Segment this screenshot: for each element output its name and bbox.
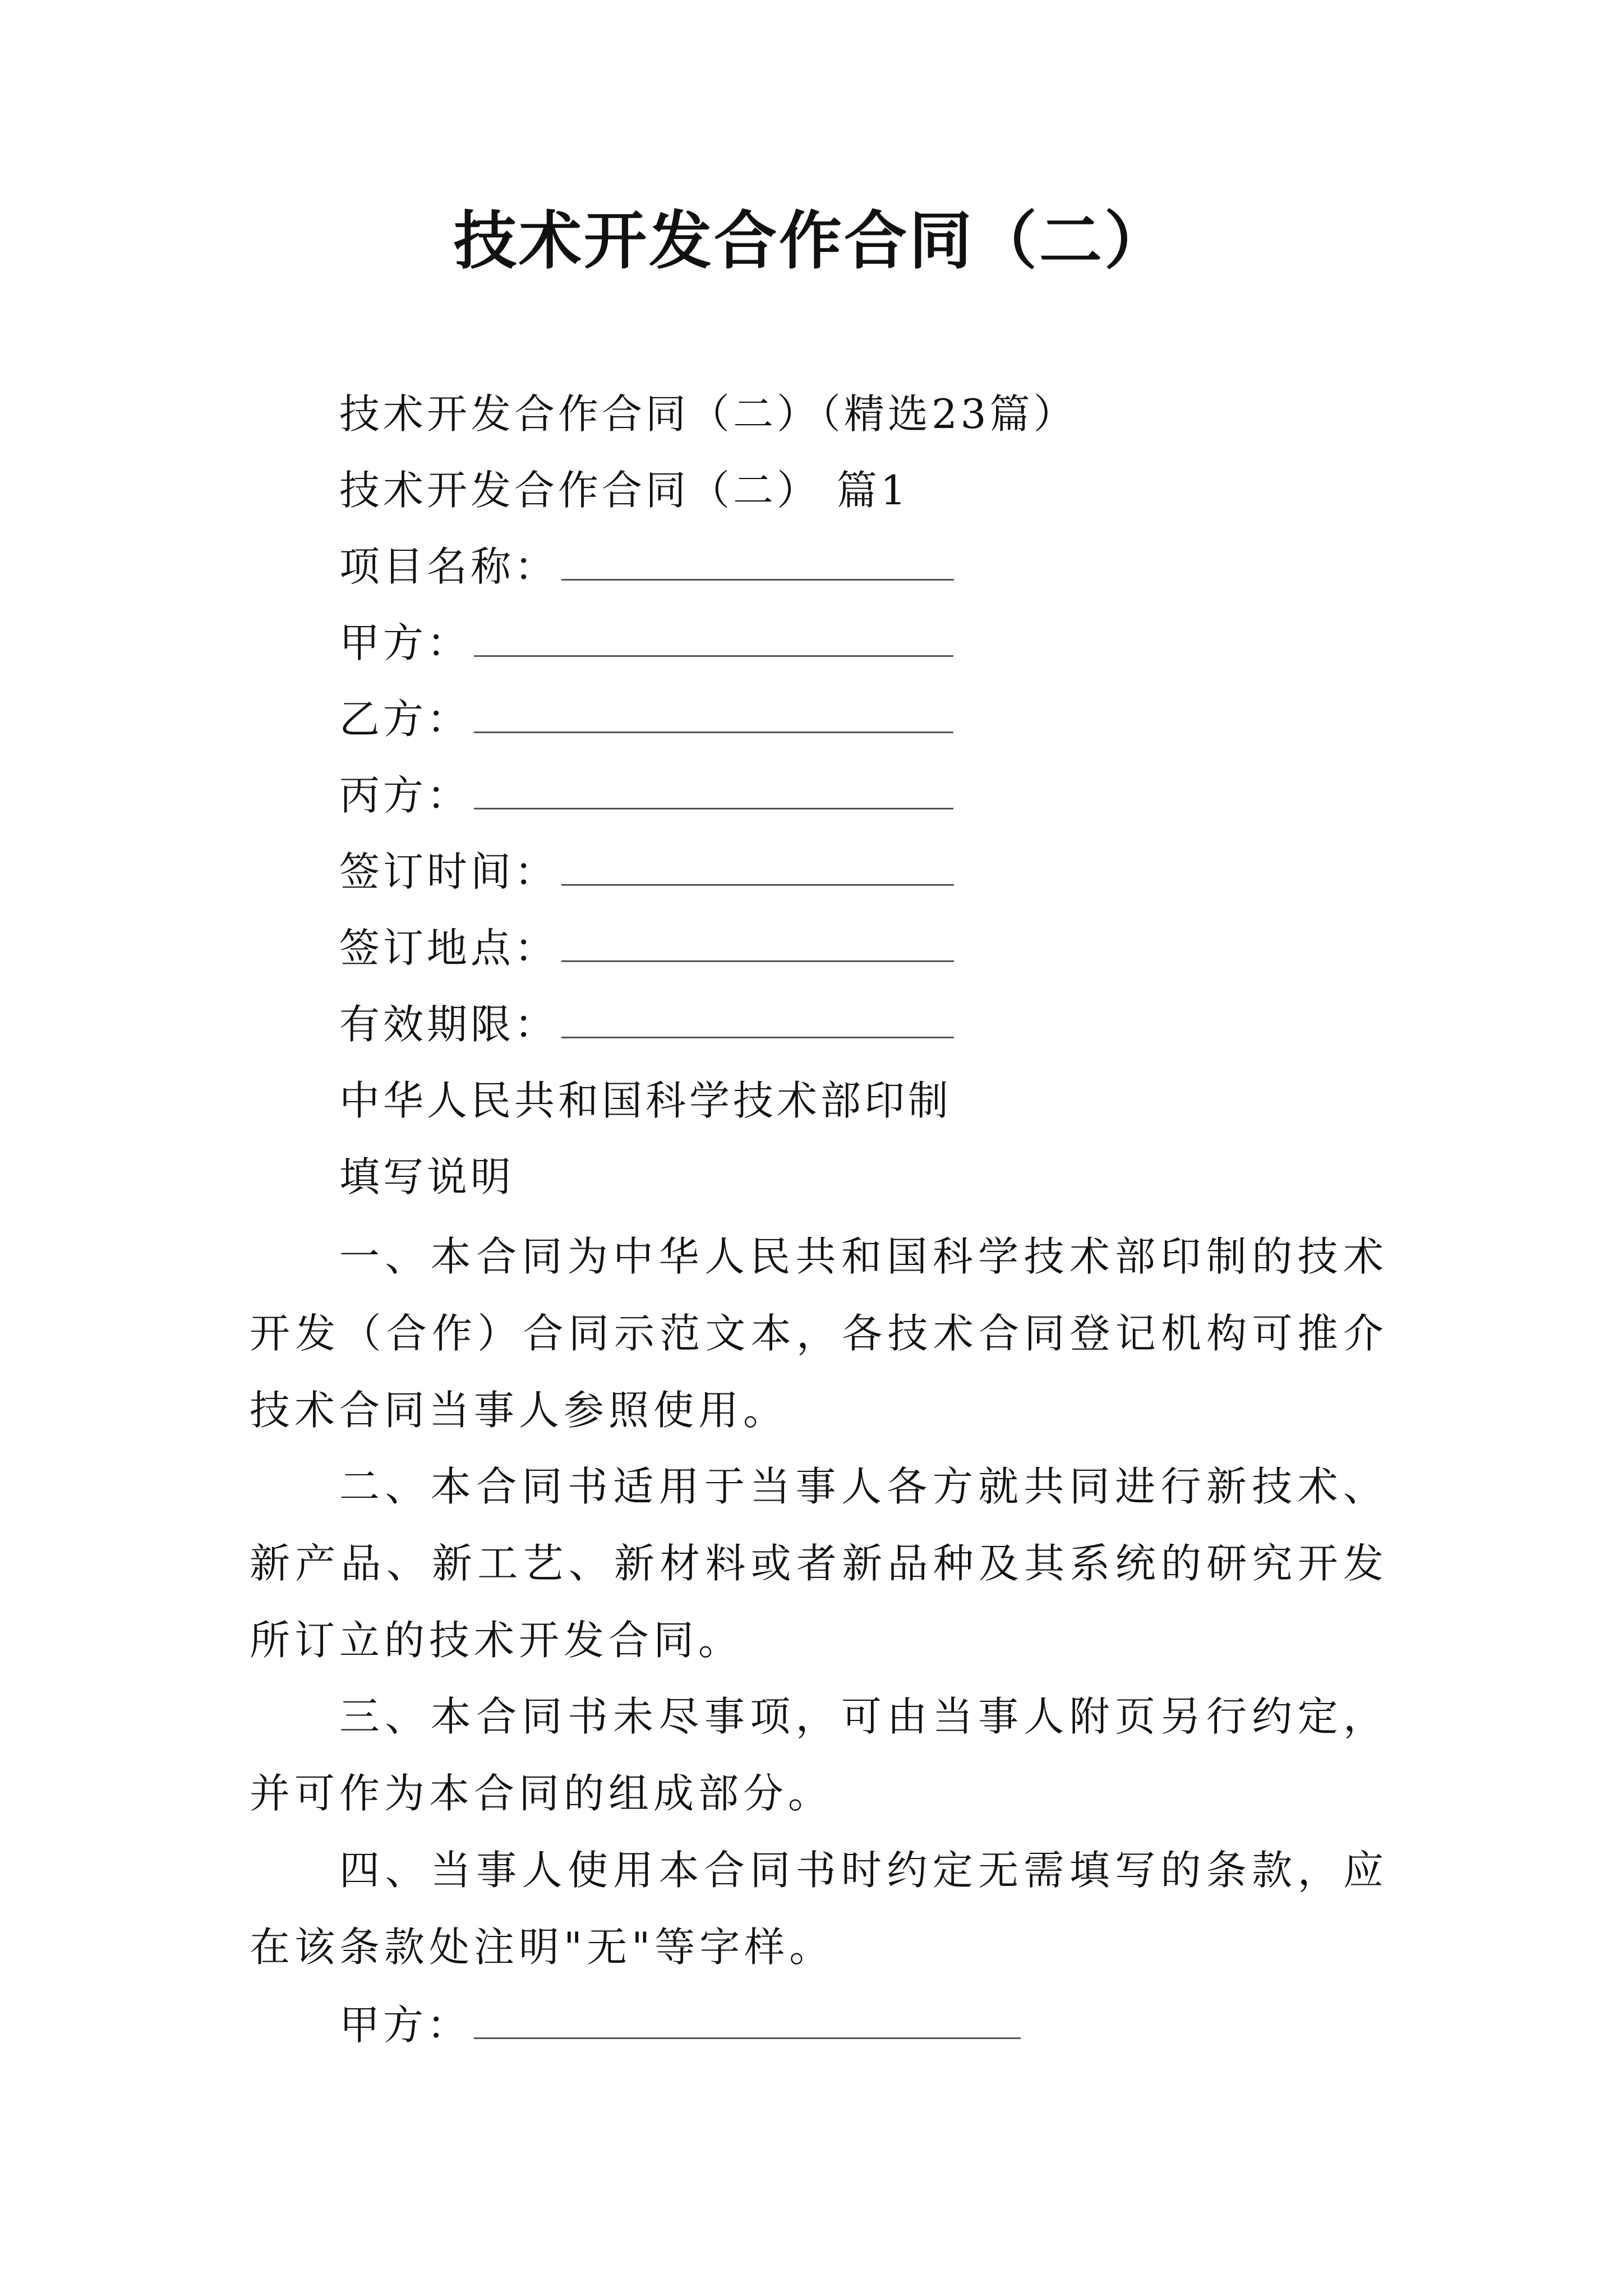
instruction-paragraph-4: 四、当事人使用本合同书时约定无需填写的条款，应在该条款处注明"无"等字样。 xyxy=(250,1847,1388,1971)
instruction-paragraph-1: 一、本合同为中华人民共和国科学技术部印制的技术开发（合作）合同示范文本，各技术合同登记机构可推介技术合同当事人参照使用。 xyxy=(250,1233,1388,1434)
issuer-line: 中华人民共和国科学技术部印制 xyxy=(339,1077,952,1124)
document-subtitle: 技术开发合作合同（二）（精选23篇） xyxy=(339,390,1077,438)
field-signing-place xyxy=(339,921,954,975)
instruction-paragraph-2: 二、本合同书适用于当事人各方就共同进行新技术、新产品、新工艺、新材料或者新品种及其系统的研究开发所订立的技术开发合同。 xyxy=(250,1463,1388,1664)
field-label: 项目名称： xyxy=(339,543,559,590)
field-party-a xyxy=(339,616,953,670)
instruction-paragraph-3: 三、本合同书未尽事项，可由当事人附页另行约定，并可作为本合同的组成部分。 xyxy=(250,1693,1388,1817)
field-label: 甲方： xyxy=(339,2001,471,2049)
field-label: 丙方： xyxy=(339,772,471,819)
field-label: 签订地点： xyxy=(339,924,559,972)
field-signing-time xyxy=(339,845,954,899)
document-title: 技术开发合作合同（二） xyxy=(454,204,1169,278)
project-name-blank[interactable] xyxy=(561,545,954,581)
signing-place-blank[interactable] xyxy=(561,927,954,962)
field-party-c xyxy=(339,769,953,822)
field-validity-period xyxy=(339,997,954,1051)
section-heading: 技术开发合作合同（二） 篇1 xyxy=(339,467,910,514)
validity-period-blank[interactable] xyxy=(561,1003,954,1038)
field-project-name xyxy=(339,540,954,593)
party-a-signature-blank[interactable] xyxy=(474,2004,1021,2039)
party-a-blank[interactable] xyxy=(474,622,953,657)
field-label: 乙方： xyxy=(339,696,471,743)
field-label: 甲方： xyxy=(339,619,471,666)
field-party-a-signature xyxy=(339,1998,1021,2052)
signing-time-blank[interactable] xyxy=(561,850,954,886)
party-c-blank[interactable] xyxy=(474,774,953,809)
instructions-heading: 填写说明 xyxy=(339,1153,515,1200)
field-party-b xyxy=(339,692,953,746)
field-label: 签订时间： xyxy=(339,848,559,895)
field-label: 有效期限： xyxy=(339,1001,559,1048)
party-b-blank[interactable] xyxy=(474,698,953,733)
